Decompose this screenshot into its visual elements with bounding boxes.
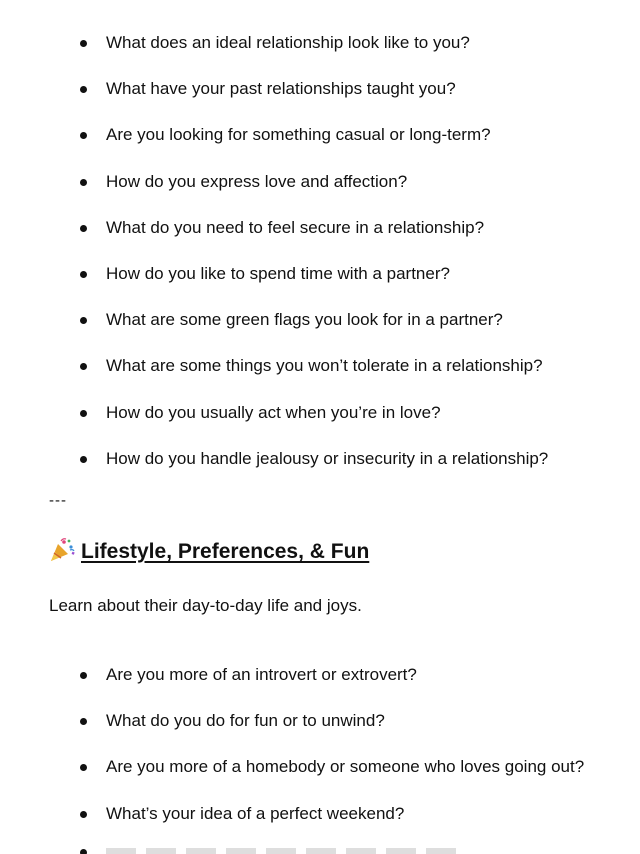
question-text: What does an ideal relationship look like to you? <box>106 33 470 52</box>
list-item <box>0 218 640 264</box>
question-text: What have your past relationships taught you? <box>106 79 456 99</box>
list-item <box>0 79 640 125</box>
question-text: What are some green flags you look for in a partner? <box>106 310 503 330</box>
bullet-icon <box>80 410 87 417</box>
lifestyle-question-list <box>0 665 640 850</box>
bullet-icon <box>80 271 87 278</box>
question-text: How do you usually act when you’re in love? <box>106 402 441 422</box>
bullet-icon <box>80 317 87 324</box>
section-heading <box>49 538 369 566</box>
list-item <box>0 172 640 218</box>
list-item <box>0 264 640 310</box>
question-text: Are you looking for something casual or long-term? <box>106 125 491 145</box>
bullet-icon <box>80 456 87 463</box>
bullet-icon <box>80 672 87 679</box>
question-text: Are you more of an introvert or extrovert? <box>106 665 417 684</box>
bullet-icon <box>80 86 87 93</box>
list-item <box>0 711 640 757</box>
question-text: How do you express love and affection? <box>106 171 408 191</box>
list-item <box>0 757 640 803</box>
bullet-icon <box>80 718 87 725</box>
section-heading-text: Lifestyle, Preferences, & Fun <box>81 540 370 563</box>
bullet-icon <box>80 225 87 232</box>
question-text: What do you do for fun or to unwind? <box>106 711 385 731</box>
question-text: What are some things you won’t tolerate in a relationship? <box>106 356 543 376</box>
bullet-icon <box>80 179 87 186</box>
section-divider: --- <box>49 492 67 509</box>
question-text: Are you more of a homebody or someone who loves going out? <box>106 757 585 777</box>
section-intro: Learn about their day-to-day life and joys. <box>49 596 362 615</box>
question-text: How do you handle jealousy or insecurity in a relationship? <box>106 448 549 468</box>
bullet-icon <box>80 363 87 370</box>
list-item <box>0 403 640 449</box>
bullet-icon <box>80 132 87 139</box>
list-item <box>0 125 640 171</box>
party-popper-icon <box>49 538 75 562</box>
list-item <box>0 665 640 711</box>
list-item <box>0 449 640 495</box>
list-item <box>0 356 640 402</box>
cut-off-text-fragment <box>106 848 466 854</box>
bullet-icon <box>80 40 87 47</box>
bullet-icon <box>80 811 87 818</box>
question-text: What do you need to feel secure in a relationship? <box>106 217 485 237</box>
cut-off-next-item <box>0 840 640 854</box>
list-item <box>0 33 640 79</box>
bullet-icon <box>80 849 87 854</box>
list-item <box>0 310 640 356</box>
question-text: How do you like to spend time with a partner? <box>106 263 450 283</box>
bullet-icon <box>80 764 87 771</box>
question-text: What’s your idea of a perfect weekend? <box>106 803 405 823</box>
relationship-question-list <box>0 33 640 495</box>
